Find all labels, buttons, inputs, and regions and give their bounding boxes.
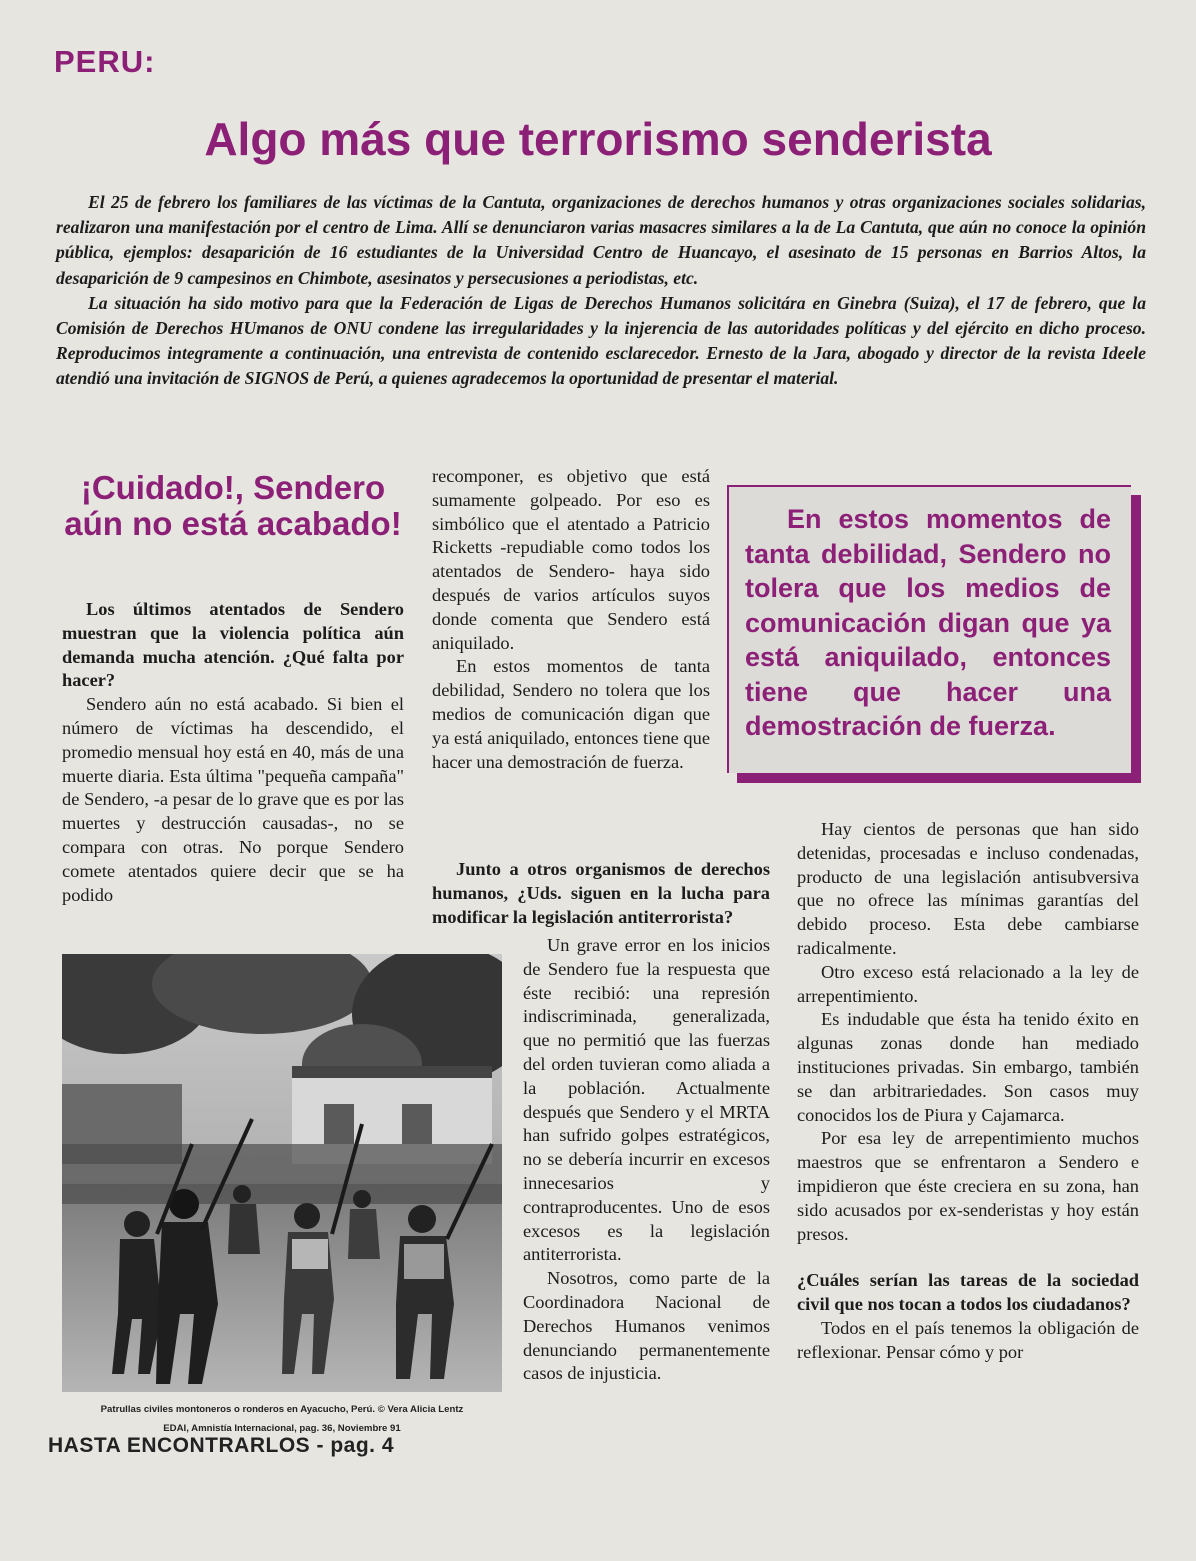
section-label: PERU: xyxy=(54,44,156,79)
protest-march-photo xyxy=(62,954,502,1392)
interview-question: Los últimos atentados de Sendero muestran que la violencia política aún demanda mucha atención. ¿Qué falta por hacer? xyxy=(62,599,404,691)
interview-answer: Por esa ley de arrepentimiento muchos maestros que se enfrentaron a Sendero e impidieron que éste creciera en su zona, han sido acusados por ex-senderistas y hoy están presos. xyxy=(797,1128,1139,1244)
intro-paragraph: El 25 de febrero los familiares de las víctimas de la Cantuta, organizaciones de derechos humanos y otras organizaciones sociales solidarias, realizaron una manifestación por el centro de Lima. Allí se denunciaron varias masacres similares a la de La Cantuta, que aún no conoce la opinión pública, ejemplos: desaparición de 16 estudiantes de la Universidad Centro de Huancayo, el asesinato de 15 personas en Barrios Altos, la desaparición de 9 campesinos en Chimbote, asesinatos y persecusiones a periodistas, etc. xyxy=(56,192,1146,288)
photo-image xyxy=(62,954,502,1392)
interview-answer: Nosotros, como parte de la Coordinadora Nacional de Derechos Humanos venimos denunciando permanentemente casos de injusticia. xyxy=(523,1268,770,1384)
photo-caption xyxy=(62,1400,502,1438)
interview-answer: recomponer, es objetivo que está sumamente golpeado. Por eso es simbólico que el atentado a Patricio Ricketts -repudiable como todos los atentados de Sendero- haya sido después de varios artículos suyos donde comenta que Sendero está aniquilado. xyxy=(432,466,710,653)
interview-answer: Todos en el país tenemos la obligación de reflexionar. Pensar cómo y por xyxy=(797,1317,1139,1362)
interview-question: Junto a otros organismos de derechos humanos, ¿Uds. siguen en la lucha para modificar la legislación antiterrorista? xyxy=(432,859,770,927)
interview-question: ¿Cuáles serían las tareas de la sociedad civil que nos tocan a todos los ciudadanos? xyxy=(797,1270,1139,1315)
interview-answer: Un grave error en los inicios de Sendero fue la respuesta que éste recibió: una represión indiscriminada, generalizada, que no permitió que las fuerzas del orden tuvieran como aliada a la población. Actualmente después que Sendero y el MRTA han sufrido golpes estratégicos, no se debería incurrir en excesos innecesarios y contraproducentes. Uno de esos excesos es la legislación antiterrorista. xyxy=(523,935,770,1265)
interview-answer: Hay cientos de personas que han sido detenidas, procesadas e incluso condenadas, producto de una legislación antisubversiva que no ofrece las mínimas garantías del debido proceso. Esta debe cambiarse radicalmente. xyxy=(797,819,1139,958)
interview-answer: Otro exceso está relacionado a la ley de arrepentimiento. xyxy=(797,961,1139,1006)
column-2-bottom xyxy=(523,934,770,1386)
column-2-question xyxy=(432,858,770,929)
photo-caption-line: Patrullas civiles montoneros o ronderos en Ayacucho, Perú. © Vera Alicia Lentz xyxy=(100,1404,464,1415)
interview-answer: En estos momentos de tanta debilidad, Sendero no tolera que los medios de comunicación digan que ya está aniquilado, entonces tiene que hacer una demostración de fuerza. xyxy=(432,656,710,772)
interview-answer: Es indudable que ésta ha tenido éxito en algunas zonas donde han mediado instituciones privadas. Sin embargo, también se dan arbitrariedades. Son casos muy conocidos los de Piura y Cajamarca. xyxy=(797,1009,1139,1125)
intro-block xyxy=(56,190,1146,392)
column-2-top xyxy=(432,465,710,774)
page-footer: HASTA ENCONTRARLOS - pag. 4 xyxy=(48,1434,395,1457)
photo-caption-line: EDAI, Amnistía Internacional, pag. 36, Noviembre 91 xyxy=(163,1423,401,1434)
interview-answer: Sendero aún no está acabado. Si bien el número de víctimas ha descendido, el promedio mensual hoy está en 40, más de una muerte diaria. Esta última "pequeña campaña" de Sendero, -a pesar de lo grave que es por las muertes y destrucción causadas-, no se compara con otras. No porque Sendero comete atentados quiere decir que se ha podido xyxy=(62,694,404,905)
column-3 xyxy=(797,818,1139,1365)
column-1 xyxy=(62,598,404,907)
headline: Algo más que terrorismo senderista xyxy=(204,113,992,165)
pull-quote-text: En estos momentos de tanta debilidad, Sendero no tolera que los medios de comunicación digan que ya está aniquilado, entonces tiene que hacer una demostración de fuerza. xyxy=(745,504,1111,741)
pull-quote xyxy=(745,502,1111,744)
intro-paragraph: La situación ha sido motivo para que la Federación de Ligas de Derechos Humanos solicitára en Ginebra (Suiza), el 17 de febrero, que la Comisión de Derechos HUmanos de ONU condene las irregularidades y la injerencia de las autoridades políticas y del ejército en dicho proceso. Reproducimos integramente a continuación, una entrevista de contenido esclarecedor. Ernesto de la Jara, abogado y director de la revista Ideele atendió una invitación de SIGNOS de Perú, a quienes agradecemos la oportunidad de presentar el material. xyxy=(56,292,1146,389)
article-subhead: ¡Cuidado!, Sendero aún no está acabado! xyxy=(64,469,402,542)
